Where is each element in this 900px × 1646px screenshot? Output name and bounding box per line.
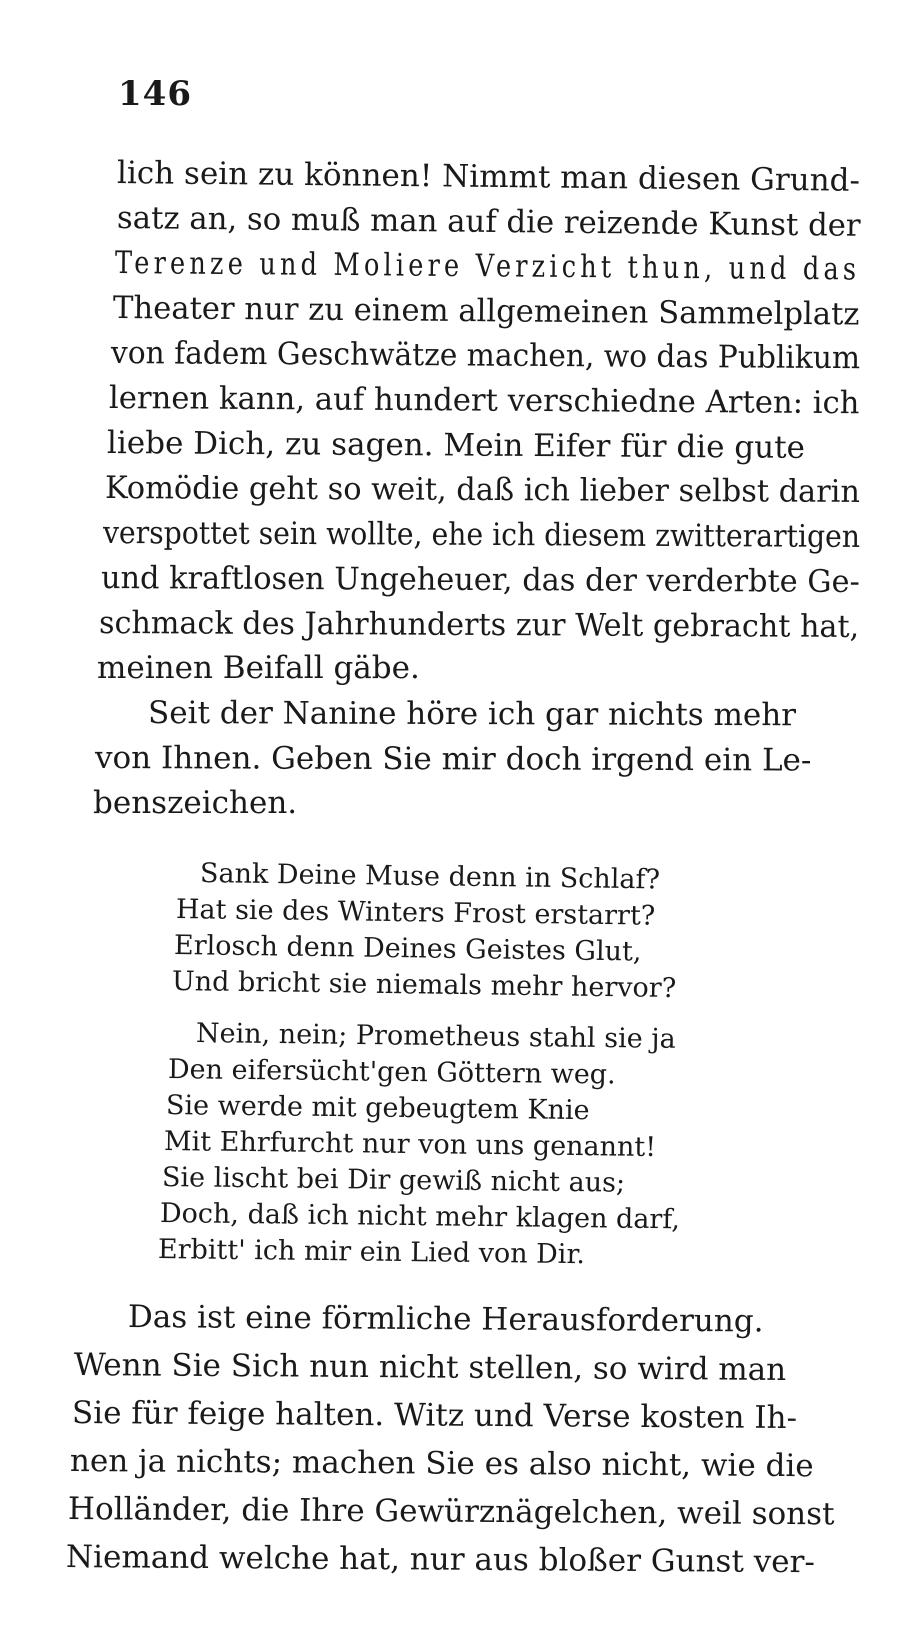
verse-line: Erbitt' ich mir ein Lied von Dir. xyxy=(157,1234,586,1271)
text-line: verspottet sein wollte, ehe ich diesem zwitterartigen xyxy=(102,515,861,555)
text-line: Wenn Sie Sich nun nicht stellen, so wird man xyxy=(73,1347,787,1388)
verse-line: Mit Ehrfurcht nur von uns genannt! xyxy=(163,1126,657,1164)
verse-line: Und bricht sie niemals mehr hervor? xyxy=(171,966,677,1005)
text-line: satz an, so muß man auf die reizende Kunst der xyxy=(116,200,861,244)
text-line: Sie für feige halten. Witz und Verse kosten Ih- xyxy=(71,1395,798,1437)
text-line: Terenze und Moliere Verzicht thun, und das xyxy=(114,245,861,288)
text-line: von fadem Geschwätze machen, wo das Publikum xyxy=(110,335,861,377)
verse-line: Hat sie des Winters Frost erstarrt? xyxy=(175,894,656,932)
text-line: liebe Dich, zu sagen. Mein Eifer für die gute xyxy=(106,425,806,466)
text-line: von Ihnen. Geben Sie mir doch irgend ein Le- xyxy=(94,740,812,779)
text-line: Komödie geht so weit, daß ich lieber selbst darin xyxy=(104,470,861,510)
page-number: 146 xyxy=(118,74,192,114)
text-line: Theater nur zu einem allgemeinen Sammelplatz xyxy=(112,290,860,333)
verse-line: Den eifersücht'gen Göttern weg. xyxy=(167,1054,616,1091)
verse-line: Sie werde mit gebeugtem Knie xyxy=(165,1090,590,1127)
text-line: benszeichen. xyxy=(93,785,298,821)
text-line: und kraftlosen Ungeheuer, das der verderbte Ge- xyxy=(100,560,860,600)
text-line: Holländer, die Ihre Gewürznägelchen, weil sonst xyxy=(67,1491,835,1533)
verse-line: Doch, daß ich nicht mehr klagen darf, xyxy=(159,1198,681,1236)
text-line: lich sein zu können! Nimmt man diesen Grund- xyxy=(116,155,861,199)
verse-line: Nein, nein; Prometheus stahl sie ja xyxy=(195,1018,676,1055)
text-line: nen ja nichts; machen Sie es also nicht, wie die xyxy=(69,1443,814,1485)
verse-line: Erlosch denn Deines Geistes Glut, xyxy=(173,930,642,968)
text-line: Seit der Nanine höre ich gar nichts mehr xyxy=(147,695,797,734)
text-line: Niemand welche hat, nur aus bloßer Gunst ver- xyxy=(65,1539,816,1581)
text-line: meinen Beifall gäbe. xyxy=(97,650,420,686)
text-line: lernen kann, auf hundert verschiedne Arten: ich xyxy=(108,380,860,422)
verse-line: Sank Deine Muse denn in Schlaf? xyxy=(199,858,661,896)
verse-line: Sie lischt bei Dir gewiß nicht aus; xyxy=(161,1162,626,1199)
text-line: schmack des Jahrhunderts zur Welt gebracht hat, xyxy=(98,605,860,645)
text-line: Das ist eine förmliche Herausforderung. xyxy=(127,1299,764,1340)
